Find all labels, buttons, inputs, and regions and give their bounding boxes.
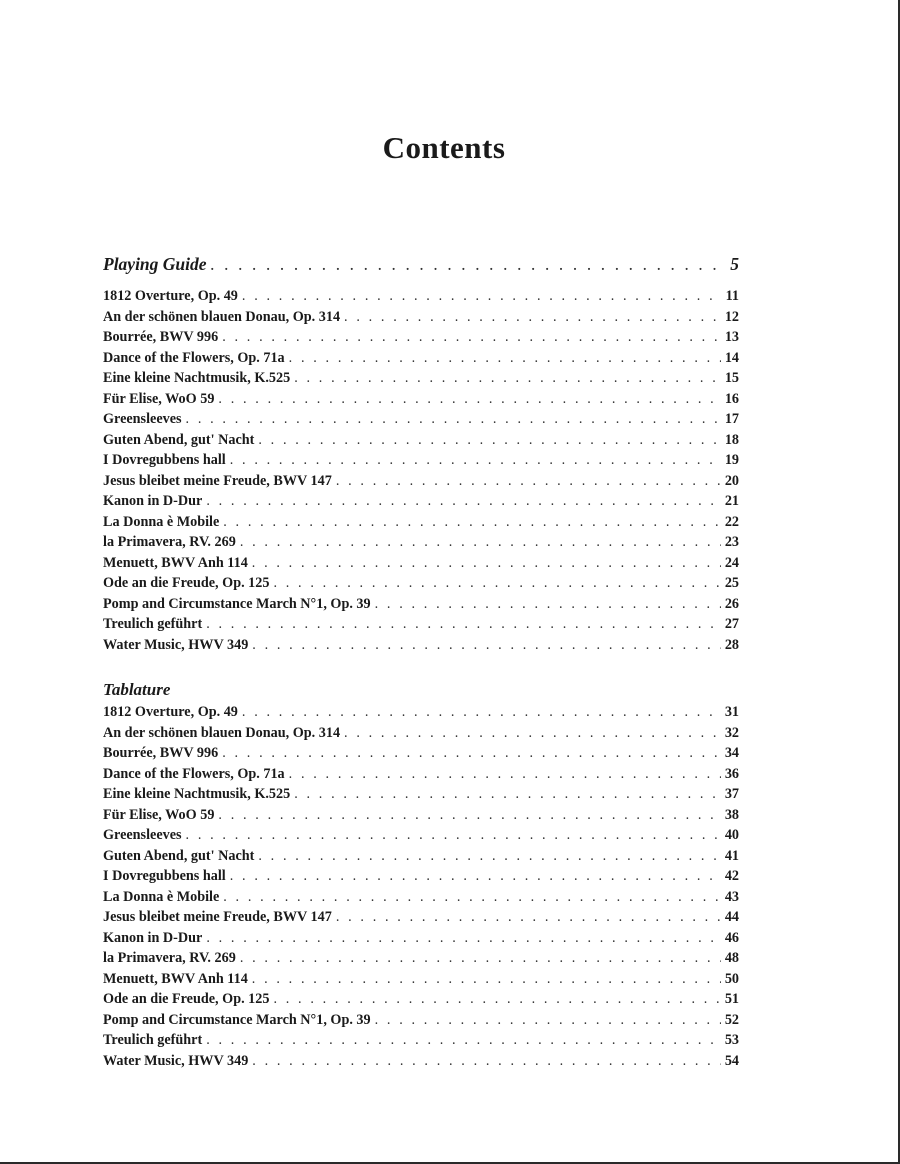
toc-list-playing-guide (103, 288, 739, 657)
toc-page-number: 12 (724, 308, 739, 325)
toc-entry-title: la Primavera, RV. 269 (103, 534, 236, 550)
toc-entry-title: Für Elise, WoO 59 (103, 390, 215, 407)
toc-heading-label: Tablature (103, 680, 171, 699)
dot-leader (340, 725, 721, 742)
toc-section-tablature (103, 680, 739, 1073)
toc-page-number: 51 (724, 991, 739, 1007)
toc-page-number: 53 (724, 1032, 739, 1048)
toc-entry-title: An der schönen blauen Donau, Op. 314 (103, 308, 341, 325)
toc-list-tablature (103, 704, 739, 1073)
dot-leader (236, 950, 721, 967)
toc-entry-title: Jesus bleibet meine Freude, BWV 147 (103, 472, 332, 489)
toc-entry[interactable] (103, 1053, 739, 1074)
toc-entry-title: Greensleeves (103, 411, 182, 427)
toc-entry-title: 1812 Overture, Op. 49 (103, 288, 238, 304)
toc-entry[interactable] (103, 766, 739, 787)
dot-leader (202, 1032, 721, 1049)
section-gap (103, 280, 739, 288)
toc-entry-title: Treulich geführt (103, 1032, 203, 1048)
toc-entry-title: Menuett, BWV Anh 114 (103, 554, 248, 571)
dot-leader (202, 493, 721, 510)
toc-page-number: 13 (724, 329, 739, 345)
dot-leader (226, 452, 721, 469)
toc-page-number: 42 (724, 868, 739, 884)
dot-leader (371, 596, 721, 613)
toc-page-number: 38 (724, 806, 739, 823)
toc-page-number: 24 (724, 554, 739, 571)
dot-leader (202, 930, 721, 947)
toc-page-number: 34 (724, 745, 739, 761)
toc-entry-title: I Dovregubbens hall (103, 452, 226, 468)
toc-entry-title: Für Elise, WoO 59 (103, 806, 215, 823)
toc-entry-title: I Dovregubbens hall (103, 868, 226, 884)
toc-entry[interactable] (103, 432, 739, 453)
dot-leader (238, 288, 721, 305)
dot-leader (236, 534, 721, 551)
dot-leader (218, 745, 721, 762)
dot-leader (285, 766, 721, 783)
toc-entry[interactable] (103, 889, 739, 910)
toc-entry-title: Bourrée, BWV 996 (103, 745, 219, 761)
toc-entry-title: Ode an die Freude, Op. 125 (103, 991, 270, 1007)
toc-entry[interactable] (103, 473, 739, 494)
toc-page-number: 27 (724, 616, 739, 632)
toc-entry[interactable] (103, 493, 739, 514)
toc-entry[interactable] (103, 514, 739, 535)
toc-entry[interactable] (103, 370, 739, 391)
toc-entry-title: Water Music, HWV 349 (103, 636, 249, 653)
toc-entry[interactable] (103, 950, 739, 971)
toc-page-number: 22 (724, 513, 739, 530)
dot-leader (214, 807, 721, 824)
toc-page-number: 21 (724, 493, 739, 509)
toc-page-number: 28 (724, 636, 739, 653)
toc-entry[interactable] (103, 1012, 739, 1033)
page-title: Contents (382, 130, 506, 165)
dot-leader (219, 889, 721, 906)
toc-entry[interactable] (103, 827, 739, 848)
toc-entry-title: Ode an die Freude, Op. 125 (103, 575, 270, 591)
toc-entry-title: La Donna è Mobile (103, 888, 220, 905)
toc-entry[interactable] (103, 391, 739, 412)
toc-entry[interactable] (103, 1032, 739, 1053)
toc-entry[interactable] (103, 616, 739, 637)
toc-entry-title: Menuett, BWV Anh 114 (103, 970, 248, 987)
toc-entry-title: Jesus bleibet meine Freude, BWV 147 (103, 909, 332, 925)
dot-leader (285, 350, 721, 367)
toc-page-number: 17 (724, 411, 739, 427)
dot-leader (219, 514, 721, 531)
dot-leader (269, 991, 721, 1008)
toc-heading-tablature (103, 680, 739, 704)
toc-entry[interactable] (103, 909, 739, 930)
toc-entry[interactable] (103, 309, 739, 330)
dot-leader (226, 868, 721, 885)
toc-page-number: 18 (724, 431, 739, 448)
dot-leader (214, 391, 721, 408)
dot-leader (248, 637, 721, 654)
toc-entry-title: Guten Abend, gut' Nacht (103, 847, 255, 864)
toc-entry[interactable] (103, 868, 739, 889)
toc-page-number: 36 (724, 765, 739, 782)
dot-leader (290, 786, 721, 803)
toc-entry[interactable] (103, 596, 739, 617)
toc-entry-title: Kanon in D-Dur (103, 493, 203, 509)
dot-leader (254, 848, 721, 865)
toc-page-number: 52 (724, 1011, 739, 1028)
toc-entry[interactable] (103, 534, 739, 555)
toc-entry-title: 1812 Overture, Op. 49 (103, 704, 238, 720)
toc-entry-title: Bourrée, BWV 996 (103, 329, 219, 345)
dot-leader (182, 827, 721, 844)
dot-leader (182, 411, 721, 428)
toc-entry-title: Eine kleine Nachtmusik, K.525 (103, 370, 291, 386)
toc-entry-title: Greensleeves (103, 827, 182, 843)
toc-entry[interactable] (103, 930, 739, 951)
toc-entry[interactable] (103, 411, 739, 432)
toc-heading-playing-guide[interactable] (103, 254, 739, 280)
dot-leader (248, 1053, 721, 1070)
dot-leader (371, 1012, 721, 1029)
toc-entry-title: Dance of the Flowers, Op. 71a (103, 765, 285, 782)
toc-entry[interactable] (103, 575, 739, 596)
dot-leader (254, 432, 721, 449)
toc-page-number: 11 (725, 288, 739, 304)
toc-page-number: 20 (724, 472, 739, 489)
toc-entry[interactable] (103, 704, 739, 725)
dot-leader (238, 704, 721, 721)
dot-leader (248, 555, 721, 572)
toc-entry[interactable] (103, 971, 739, 992)
toc-page-number: 14 (724, 349, 739, 366)
toc-page-number: 25 (724, 575, 739, 591)
toc-entry-title: Pomp and Circumstance March N°1, Op. 39 (103, 595, 371, 612)
toc-entry[interactable] (103, 745, 739, 766)
toc-entry[interactable] (103, 725, 739, 746)
toc-page-number: 44 (724, 909, 739, 925)
toc-page-number: 41 (724, 847, 739, 864)
toc-entry[interactable] (103, 807, 739, 828)
toc-entry-title: Water Music, HWV 349 (103, 1052, 249, 1069)
dot-leader (202, 616, 721, 633)
toc-entry[interactable] (103, 452, 739, 473)
toc-page-number: 46 (724, 929, 739, 946)
toc-entry[interactable] (103, 848, 739, 869)
toc-page-number: 23 (724, 534, 739, 550)
toc-page-number: 26 (724, 595, 739, 612)
toc-entry-title: Kanon in D-Dur (103, 929, 203, 946)
dot-leader (290, 370, 721, 387)
toc-entry[interactable] (103, 786, 739, 807)
toc-page-number: 37 (724, 786, 739, 802)
toc-section-playing-guide (103, 254, 739, 657)
toc-entry-title: la Primavera, RV. 269 (103, 950, 236, 966)
toc-page-number: 48 (724, 950, 739, 966)
toc-page-number: 5 (730, 254, 739, 274)
toc-entry-title: Treulich geführt (103, 616, 203, 632)
toc-entry-title: Dance of the Flowers, Op. 71a (103, 349, 285, 366)
toc-page-number: 50 (724, 970, 739, 987)
toc-entry-title: Eine kleine Nachtmusik, K.525 (103, 786, 291, 802)
toc-entry-title: Guten Abend, gut' Nacht (103, 431, 255, 448)
dot-leader (340, 309, 721, 326)
toc-page-number: 40 (724, 827, 739, 843)
toc-page-number: 54 (724, 1052, 739, 1069)
toc-heading-label: Playing Guide (103, 254, 207, 274)
dot-leader (332, 909, 721, 926)
toc-entry-title: La Donna è Mobile (103, 513, 220, 530)
toc-entry-title: An der schönen blauen Donau, Op. 314 (103, 724, 341, 741)
toc-entry-title: Pomp and Circumstance March N°1, Op. 39 (103, 1011, 371, 1028)
toc-page-number: 31 (724, 704, 739, 720)
dot-leader (207, 254, 721, 275)
toc-page-number: 16 (724, 390, 739, 407)
toc-entry[interactable] (103, 288, 739, 309)
toc-entry[interactable] (103, 350, 739, 371)
dot-leader (218, 329, 721, 346)
toc-page-number: 43 (724, 888, 739, 905)
dot-leader (332, 473, 721, 490)
toc-entry[interactable] (103, 555, 739, 576)
toc-entry[interactable] (103, 991, 739, 1012)
toc-entry[interactable] (103, 637, 739, 658)
toc-page-number: 15 (724, 370, 739, 386)
toc-entry[interactable] (103, 329, 739, 350)
dot-leader (269, 575, 721, 592)
toc-page-number: 19 (724, 452, 739, 468)
dot-leader (248, 971, 721, 988)
toc-page-number: 32 (724, 724, 739, 741)
